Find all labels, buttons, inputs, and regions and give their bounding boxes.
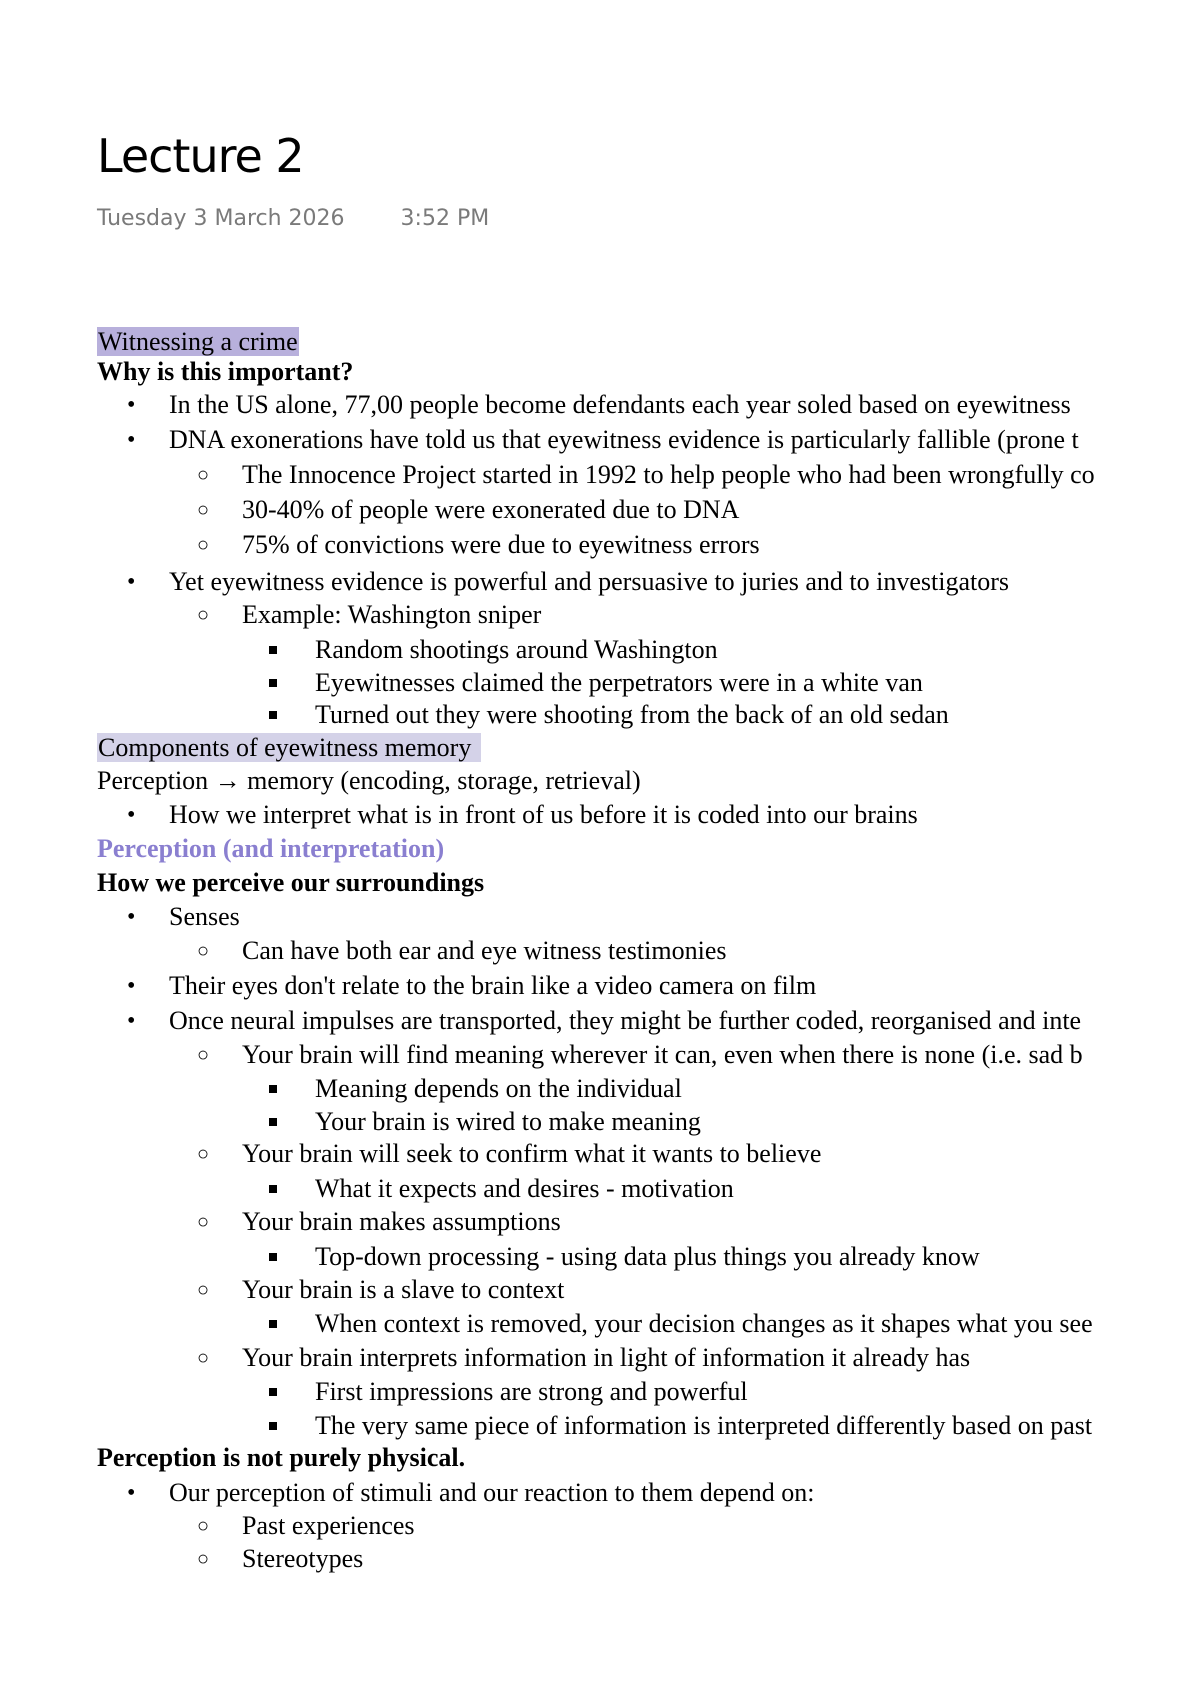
- subheading: How we perceive our surroundings: [97, 868, 485, 897]
- page-time: 3:52 PM: [400, 206, 490, 231]
- note-body[interactable]: Witnessing a crime Why is this important? • In the US alone, 77,00 people become defendants each year soled based on eyewitness • DNA exonerations have told us that eyewitness evidence is particularly fallible (prone t ○ The Innocence Project started in 1992 to help people who had been wrongfully co ○ 30-40% of people were exonerated due to DNA ○ 75% of convictions were due to eyewitness errors • Yet eyewitness evidence is powerful and persuasive to juries and to investigators ○ Example: Washington sniper Random shootings around Washington Eyewitnesses claimed the perpetrators were in a white van Turned out they were shooting from the back of an old sedan Components of eyewitness memory Perception → memory (encoding, storage, retrieval) • How we interpret what is in front of us before it is coded into our brains Perception (and interpretation) How we perceive our surroundings • Senses ○ Can have both ear and eye witness testimonies • Their eyes don't relate to the brain like a video camera on film • Once neural impulses are transported, they might be further coded, reorganised and inte ○ Your brain will find meaning wherever it can, even when there is none (i.e. sad b Meaning depends on the individual Your brain is wired to make meaning ○ Your brain will seek to confirm what it wants to believe What it expects and desires - motivation ○ Your brain makes assumptions Top-down processing - using data plus things you already know ○ Your brain is a slave to context When context is removed, your decision changes as it shapes what you see ○ Your brain interprets information in light of information it already has First impressions are strong and powerful The very same piece of information is interpreted differently based on past Perception is not purely physical. • Our perception of stimuli and our reaction to them depend on: ○ Past experiences ○ Stereotypes: [97, 327, 1095, 1573]
- section-heading: Witnessing a crime: [98, 327, 298, 356]
- subheading: Perception is not purely physical.: [97, 1443, 466, 1472]
- page-date: Tuesday 3 March 2026: [97, 206, 345, 231]
- subheading: Why is this important?: [97, 357, 354, 386]
- section-heading: Components of eyewitness memory: [97, 732, 481, 764]
- page-title[interactable]: Lecture 2: [97, 129, 304, 183]
- paragraph: Perception → memory (encoding, storage, retrieval): [97, 766, 641, 795]
- section-heading: Perception (and interpretation): [97, 834, 445, 863]
